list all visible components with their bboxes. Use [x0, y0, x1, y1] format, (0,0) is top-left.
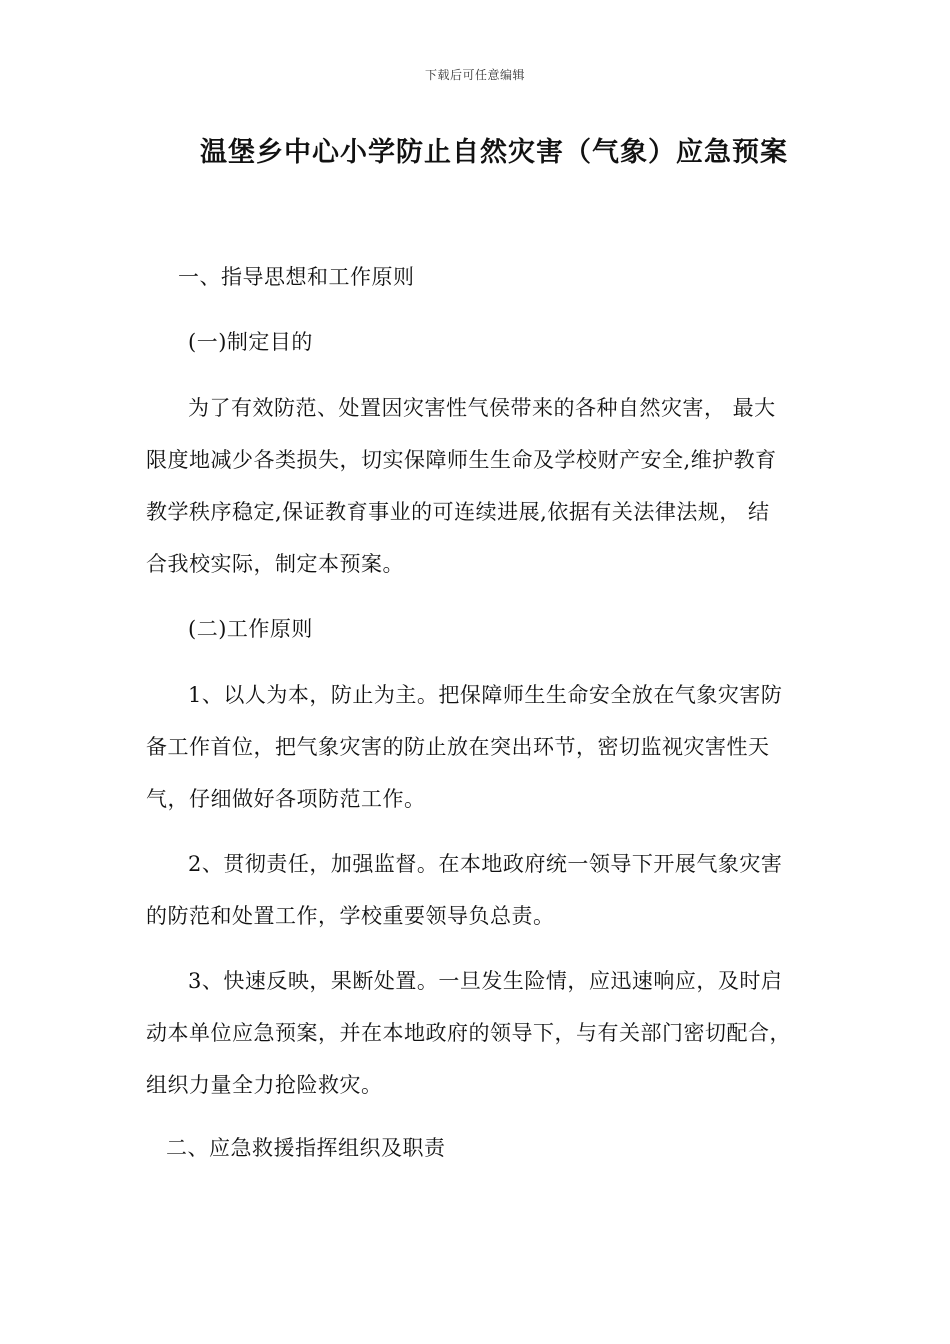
section-1-heading: 一、指导思想和工作原则 [178, 265, 415, 289]
subsection-2-heading: (二)工作原则 [188, 617, 313, 641]
paragraph-line: 2、贯彻责任，加强监督。在本地政府统一领导下开展气象灾害 [188, 852, 783, 876]
paragraph-line: 教学秩序稳定,保证教育事业的可连续进展,依据有关法律法规， 结 [146, 500, 770, 524]
document-title: 温堡乡中心小学防止自然灾害（气象）应急预案 [200, 137, 788, 168]
paragraph-line: 的防范和处置工作，学校重要领导负总责。 [146, 904, 555, 928]
paragraph-line: 为了有效防范、处置因灾害性气侯带来的各种自然灾害， 最大 [188, 396, 776, 420]
paragraph-line: 3、快速反映，果断处置。一旦发生险情，应迅速响应，及时启 [188, 969, 783, 993]
header-note: 下载后可任意编辑 [424, 68, 525, 82]
paragraph-line: 组织力量全力抢险救灾。 [146, 1073, 383, 1097]
paragraph-line: 备工作首位，把气象灾害的防止放在突出环节，密切监视灾害性天 [146, 735, 770, 759]
paragraph-line: 限度地减少各类损失，切实保障师生生命及学校财产安全,维护教育 [146, 448, 777, 472]
paragraph-line: 气，仔细做好各项防范工作。 [146, 787, 426, 811]
subsection-1-heading: (一)制定目的 [188, 330, 313, 354]
paragraph-line: 动本单位应急预案，并在本地政府的领导下，与有关部门密切配合， [146, 1021, 791, 1045]
paragraph-line: 1、以人为本，防止为主。把保障师生生命安全放在气象灾害防 [188, 683, 783, 707]
paragraph-line: 合我校实际，制定本预案。 [146, 552, 404, 576]
section-2-heading: 二、应急救援指挥组织及职责 [166, 1136, 446, 1160]
